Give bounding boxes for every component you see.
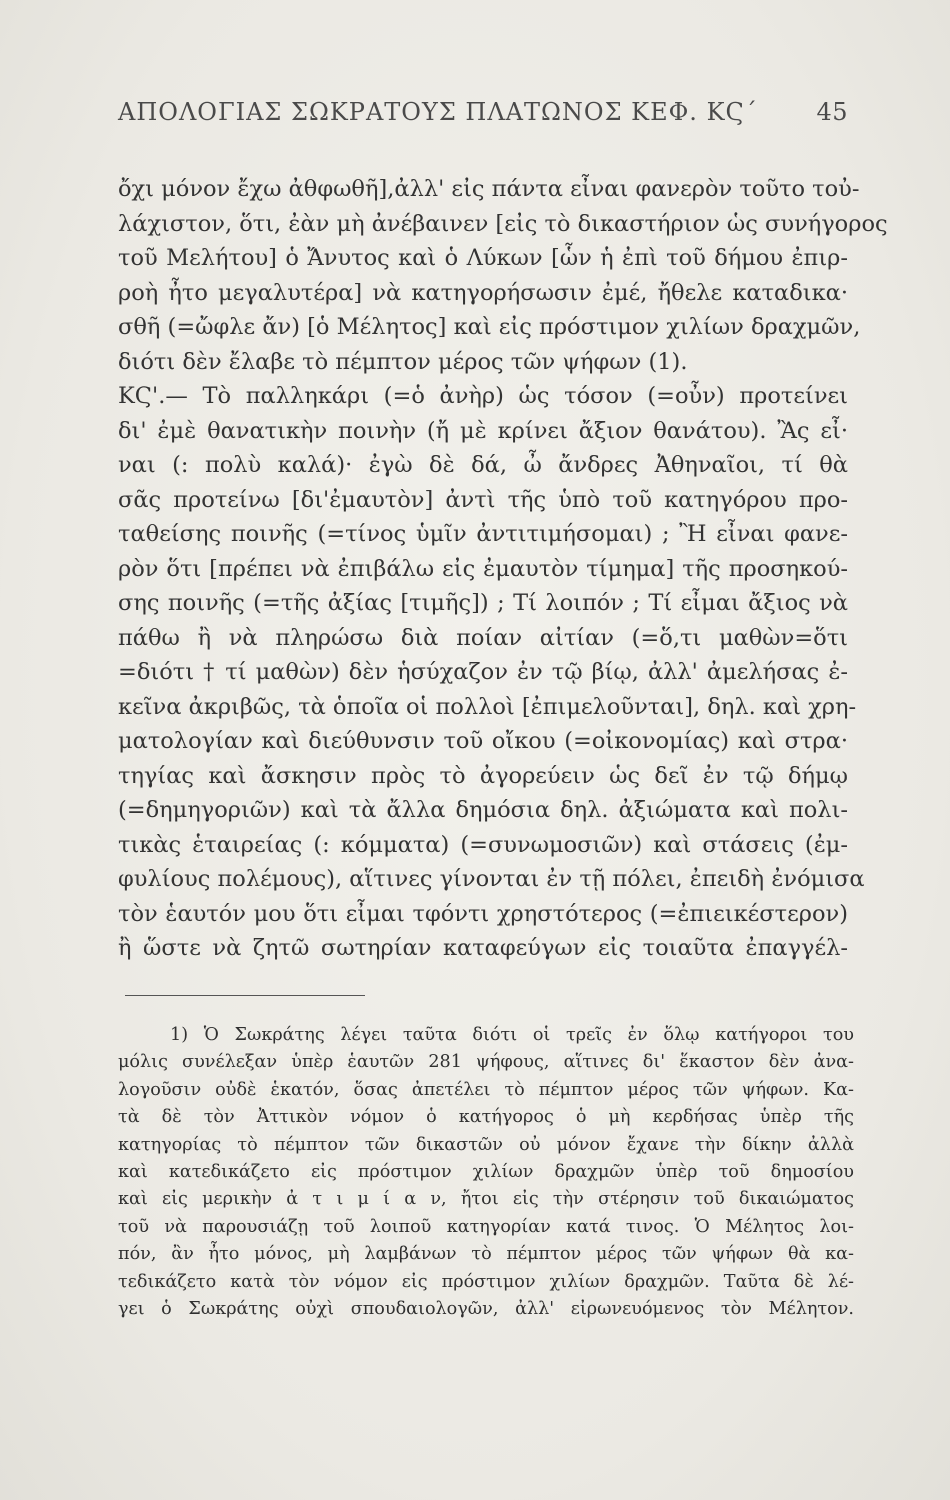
footnote-line: μόλις συνέλεξαν ὑπὲρ ἑαυτῶν 281 ψήφους, αἵτινες δι' ἕκαστον δὲν ἀνα-	[118, 1052, 854, 1073]
text-line: ἢ ὥστε νὰ ζητῶ σωτηρίαν καταφεύγων εἰς τοιαῦτα ἐπαγγέλ-	[118, 935, 848, 961]
text-line: ΚϚ'.— Τὸ παλληκάρι (=ὁ ἀνὴρ) ὡς τόσον (=οὖν) προτείνει	[118, 383, 848, 409]
text-line: λάχιστον, ὅτι, ἐὰν μὴ ἀνέβαινεν [εἰς τὸ δικαστήριον ὡς συνήγορος	[118, 210, 888, 237]
text-line: δι' ἐμὲ θανατικὴν ποινὴν (ἤ μὲ κρίνει ἄξιον θανάτου). Ἂς εἶ·	[118, 417, 848, 444]
text-line: τικὰς ἑταιρείας (: κόμματα) (=συνωμοσιῶν) καὶ στάσεις (ἐμ-	[118, 831, 848, 858]
text-line: τηγίας καὶ ἄσκησιν πρὸς τὸ ἀγορεύειν ὡς δεῖ ἐν τῷ δήμῳ	[118, 762, 848, 789]
main-text	[118, 172, 888, 966]
footnote-line: καὶ κατεδικάζετο εἰς πρόστιμον χιλίων δραχμῶν ὑπὲρ τοῦ δημοσίου	[118, 1161, 854, 1182]
page-number: 45	[816, 98, 848, 126]
footnote-line: λογοῦσιν οὐδὲ ἑκατόν, ὅσας ἀπετέλει τὸ πέμπτον μέρος τῶν ψήφων. Κα-	[118, 1079, 854, 1100]
footnote-line: πόν, ἂν ἦτο μόνος, μὴ λαμβάνων τὸ πέμπτον μέρος τῶν ψήφων θὰ κα-	[118, 1244, 854, 1265]
footnotes	[118, 1022, 854, 1323]
footnote-line: τεδικάζετο κατὰ τὸν νόμον εἰς πρόστιμον χιλίων δραχμῶν. Ταῦτα δὲ λέ-	[118, 1271, 854, 1292]
text-line: ροὴ ἦτο μεγαλυτέρα] νὰ κατηγορήσωσιν ἐμέ, ἤθελε καταδικα·	[118, 279, 848, 306]
text-line: σᾶς προτείνω [δι'ἐμαυτὸν] ἀντὶ τῆς ὑπὸ τοῦ κατηγόρου προ-	[118, 486, 848, 513]
text-line: τοῦ Μελήτου] ὁ Ἄνυτος καὶ ὁ Λύκων [ὧν ἡ ἐπὶ τοῦ δήμου ἐπιρ-	[118, 245, 848, 271]
text-line: =διότι † τί μαθὼν) δὲν ἡσύχαζον ἐν τῷ βίῳ, ἀλλ' ἀμελήσας ἐ-	[118, 659, 848, 685]
footnote-line: τὰ δὲ τὸν Ἀττικὸν νόμον ὁ κατήγορος ὁ μὴ κερδήσας ὑπὲρ τῆς	[118, 1107, 854, 1128]
footnote-line: γει ὁ Σωκράτης οὐχὶ σπουδαιολογῶν, ἀλλ' εἰρωνευόμενος τὸν Μέλητον.	[118, 1298, 854, 1319]
text-line: φυλίους πολέμους), αἵτινες γίνονται ἐν τῇ πόλει, ἐπειδὴ ἐνόμισα	[118, 866, 865, 892]
text-line: (=δημηγοριῶν) καὶ τὰ ἄλλα δημόσια δηλ. ἀξιώματα καὶ πολι-	[118, 797, 848, 823]
footnote-line: τοῦ νὰ παρουσιάζῃ τοῦ λοιποῦ κατηγορίαν κατά τινος. Ὁ Μέλητος λοι-	[118, 1216, 854, 1237]
text-line: ὄχι μόνον ἔχω ἀθφωθῆ],ἀλλ' εἰς πάντα εἶναι φανερὸν τοῦτο τοὐ-	[118, 176, 860, 202]
text-line: κεῖνα ἀκριβῶς, τὰ ὁποῖα οἱ πολλοὶ [ἐπιμελοῦνται], δηλ. καὶ χρη-	[118, 693, 857, 720]
text-line: σθῆ (=ὤφλε ἄν) [ὁ Μέλητος] καὶ εἰς πρόστιμον χιλίων δραχμῶν,	[118, 314, 861, 340]
text-line: ναι (: πολὺ καλά)· ἐγὼ δὲ δά, ὦ ἄνδρες Ἀθηναῖοι, τί θὰ	[118, 452, 848, 478]
footnote-line: καὶ εἰς μερικὴν ἀ τ ι μ ί α ν, ἤτοι εἰς τὴν στέρησιν τοῦ δικαιώματος	[118, 1189, 854, 1210]
text-line: ρὸν ὅτι [πρέπει νὰ ἐπιβάλω εἰς ἐμαυτὸν τίμημα] τῆς προσηκού-	[118, 555, 848, 582]
text-line: σης ποινῆς (=τῆς ἀξίας [τιμῆς]) ; Τί λοιπόν ; Τί εἶμαι ἄξιος νὰ	[118, 590, 848, 616]
text-line: τὸν ἑαυτόν μου ὅτι εἶμαι τφόντι χρηστότερος (=ἐπιεικέστερον)	[118, 900, 848, 927]
footnote-divider	[125, 995, 365, 996]
footnote-line: κατηγορίας τὸ πέμπτον τῶν δικαστῶν οὐ μόνον ἔχανε τὴν δίκην ἀλλὰ	[118, 1134, 854, 1155]
text-line: ματολογίαν καὶ διεύθυνσιν τοῦ οἴκου (=οἰκονομίας) καὶ στρα·	[118, 728, 848, 754]
text-line: ταθείσης ποινῆς (=τίνος ὑμῖν ἀντιτιμήσομαι) ; Ἢ εἶναι φανε-	[118, 521, 848, 547]
running-head	[118, 98, 848, 126]
footnote-line: 1) Ὁ Σωκράτης λέγει ταῦτα διότι οἱ τρεῖς ἐν ὅλῳ κατήγοροι του	[170, 1025, 854, 1045]
text-line: πάθω ἢ νὰ πληρώσω διὰ ποίαν αἰτίαν (=ὅ,τι μαθὼν=ὅτι	[118, 624, 848, 651]
running-title: ΑΠΟΛΟΓΙΑΣ ΣΩΚΡΑΤΟΥΣ ΠΛΑΤΩΝΟΣ ΚΕΦ. ΚϚ΄	[118, 98, 758, 126]
text-line: διότι δὲν ἔλαβε τὸ πέμπτον μέρος τῶν ψήφων (1).	[118, 348, 688, 375]
